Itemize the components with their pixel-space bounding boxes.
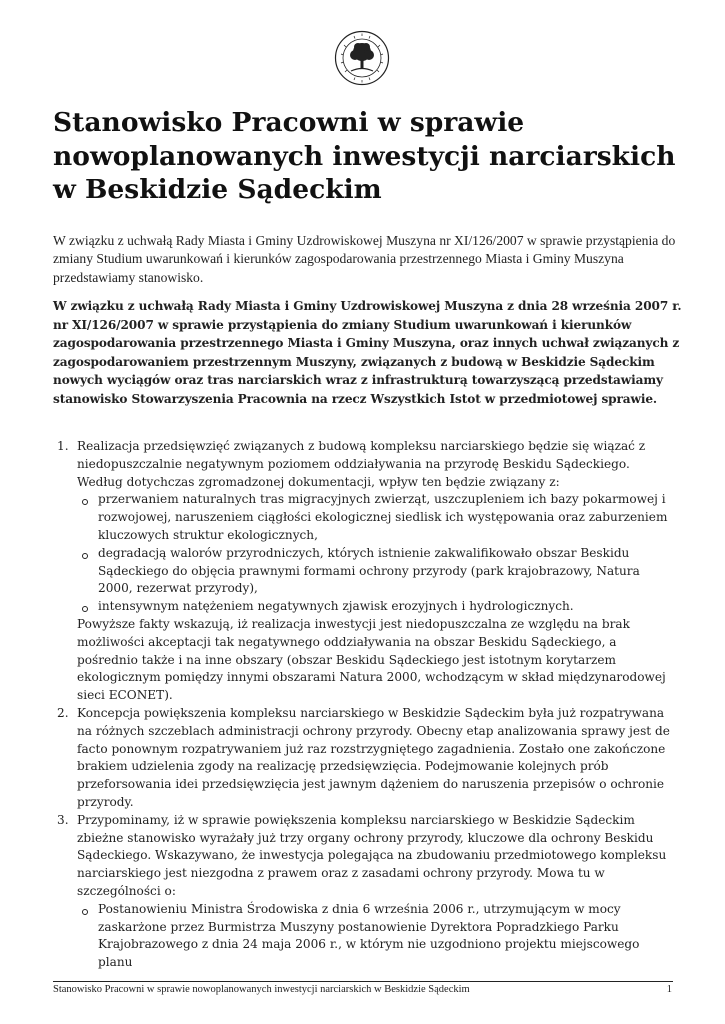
list-item (57, 438, 677, 705)
intro-paragraph: W związku z uchwałą Rady Miasta i Gminy Uzdrowiskowej Muszyna nr XI/126/2007 w sprawie przystąpienia do zmiany Studium uwarunkowań i kierunków zagospodarowania przestrzennego Miasta i Gminy Muszyna przedstawiamy stanowisko. (53, 233, 676, 285)
bullet-list (77, 491, 677, 616)
list-item-number: 1. (57, 439, 69, 453)
lead-paragraph: W związku z uchwałą Rady Miasta i Gminy Uzdrowiskowej Muszyna z dnia 28 września 2007 r. nr XI/126/2007 w sprawie przystąpienia do zmiany Studium uwarunkowań i kierunków zagospodarowania przestrzennego Miasta i Gminy Muszyna, oraz innych uchwał związanych z zagospodarowaniem przestrzennym Muszyny, związanych z budową w Beskidzie Sądeckim nowych wyciągów oraz tras narciarskich wraz z infrastrukturą towarzyszącą przedstawiamy stanowisko Stowarzyszenia Pracownia na rzecz Wszystkich Istot w przedmiotowej sprawie. (53, 299, 682, 406)
document-title: Stanowisko Pracowni w sprawie nowoplanowanych inwestycji narciarskich w Beskidzie Sądeckim (53, 107, 676, 205)
bullet-list (77, 901, 677, 972)
list-item-conclusion: Powyższe fakty wskazują, iż realizacja inwestycji jest niedopuszczalna ze względu na brak możliwości akceptacji tak negatywnego oddziaływania na obszar Beskidu Sądeckiego, a pośrednio także i na inne obszary (obszar Beskidu Sądeckiego jest istotnym korytarzem ekologicznym pomiędzy innymi obszarami Natura 2000, wchodzącym w skład międzynarodowej sieci ECONET). (77, 616, 666, 703)
bullet-item: Postanowieniu Ministra Środowiska z dnia 6 września 2006 r., utrzymującym w mocy zaskarżone przez Burmistrza Muszyny postanowienie Dyrektora Popradzkiego Parku Krajobrazowego z dnia 24 maja 2006 r., w którym nie uzgodniono projektu miejscowego planu (77, 901, 677, 972)
list-item (57, 812, 677, 972)
bullet-item: intensywnym natężeniem negatywnych zjawisk erozyjnych i hydrologicznych. (77, 598, 677, 616)
bullet-item: przerwaniem naturalnych tras migracyjnych zwierząt, uszczupleniem ich bazy pokarmowej i rozwojowej, naruszeniem ciągłości ekologicznej siedlisk ich występowania oraz zaburzeniem kluczowych struktur ekologicznych, (77, 491, 677, 544)
list-item-text: Przypominamy, iż w sprawie powiększenia kompleksu narciarskiego w Beskidzie Sądeckim zbieżne stanowisko wyrażały już trzy organy ochrony przyrody, kluczowe dla ochrony Beskidu Sądeckiego. Wskazywano, że inwestycja polegająca na zbudowaniu przedmiotowego kompleksu narciarskiego jest niezgodna z prawem oraz z zasadami ochrony przyrody. Mowa tu w szczególności o: (77, 812, 667, 898)
list-item (57, 705, 677, 812)
position-points-list (57, 438, 677, 972)
footer-title: Stanowisko Pracowni w sprawie nowoplanowanych inwestycji narciarskich w Beskidzie Sądeckim (53, 984, 470, 995)
list-item-text: Koncepcja powiększenia kompleksu narciarskiego w Beskidzie Sądeckim była już rozpatrywana na różnych szczeblach administracji ochrony przyrody. Obecny etap analizowania sprawy jest de facto ponownym rozpatrywaniem już raz rozstrzygniętego zagadnienia. Zostało one zakończone brakiem udzielenia zgody na realizację przedsięwzięcia. Podejmowanie kolejnych prób przeforsowania idei przedsięwzięcia jest jawnym dążeniem do naruszenia przepisów o ochronie przyrody. (77, 705, 670, 809)
pracownia-logo-icon (334, 30, 390, 86)
footer-divider (53, 981, 673, 982)
list-item-number: 2. (57, 705, 69, 720)
list-item-text: Realizacja przedsięwzięć związanych z budową kompleksu narciarskiego będzie się wiązać z niedopuszczalnie negatywnym poziomem oddziaływania na przyrodę Beskidu Sądeckiego. Według dotychczas zgromadzonej dokumentacji, wpływ ten będzie związany z: (77, 439, 646, 489)
page-number: 1 (666, 984, 672, 995)
list-item-number: 3. (57, 812, 69, 827)
bullet-item: degradacją walorów przyrodniczych, których istnienie zakwalifikowało obszar Beskidu Sądeckiego do objęcia prawnymi formami ochrony przyrody (park krajobrazowy, Natura 2000, rezerwat przyrody), (77, 545, 677, 598)
